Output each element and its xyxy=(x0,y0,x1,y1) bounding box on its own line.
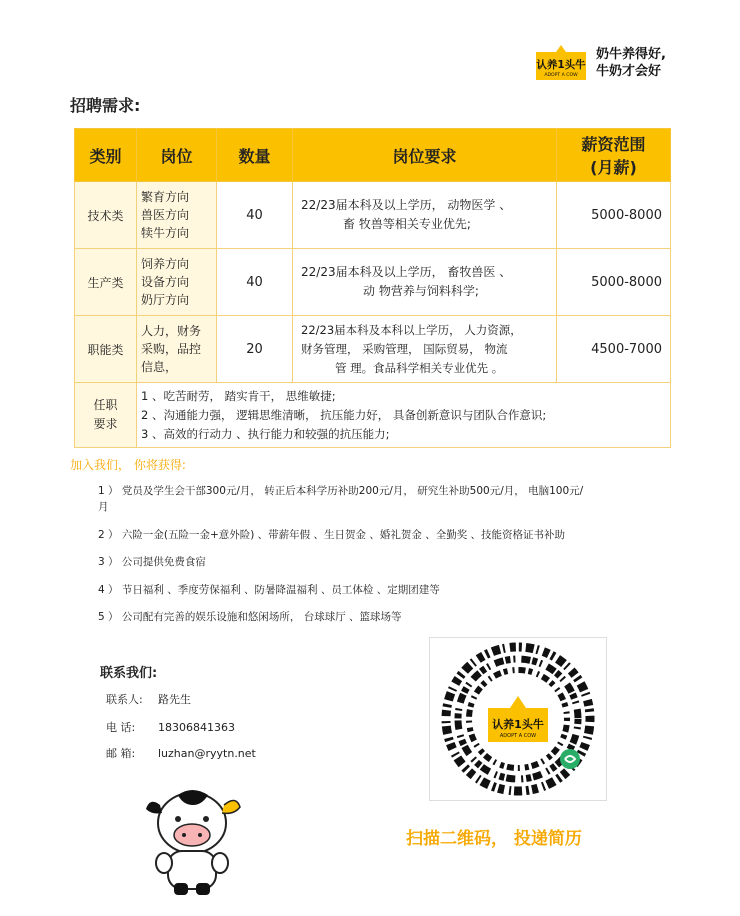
row-category: 生产类 xyxy=(75,249,137,316)
slogan-line-2: 牛奶才会好 xyxy=(596,64,662,79)
row-positions: 人力，财务 采购，品控 信息， xyxy=(137,316,217,383)
row-category: 技术类 xyxy=(75,182,137,249)
svg-text:认养1头牛: 认养1头牛 xyxy=(536,59,586,71)
scan-qr-prompt: 扫描二维码， 投递简历 xyxy=(406,829,582,849)
brand-logo xyxy=(532,42,672,82)
benefit-item: 5 ） 公司配有完善的娱乐设施和悠闲场所， 台球球厅 、篮球场等 xyxy=(98,611,402,623)
job-table xyxy=(74,128,671,448)
table-row xyxy=(75,249,671,316)
table-row xyxy=(75,182,671,249)
svg-text:ADOPT A COW: ADOPT A COW xyxy=(544,73,578,78)
benefit-item: 4 ） 节日福利 、季度劳保福利 、防暑降温福利 、员工体检 、定期团建等 xyxy=(98,584,440,596)
row-category: 职能类 xyxy=(75,316,137,383)
row-positions: 繁育方向 兽医方向 犊牛方向 xyxy=(137,182,217,249)
duty-list: 1 、吃苦耐劳， 踏实肯干， 思维敏捷; 2 、沟通能力强， 逻辑思维清晰， 抗压能力好， 具备创新意识与团队合作意识; 3 、高效的行动力 、执行能力和较强的抗压能力; xyxy=(137,383,671,448)
join-title: 加入我们， 你将获得: xyxy=(70,458,186,472)
svg-text:ADOPT A COW: ADOPT A COW xyxy=(499,733,537,739)
svg-text:认养1头牛: 认养1头牛 xyxy=(492,718,544,731)
qr-code-icon xyxy=(430,638,606,800)
header-category: 类别 xyxy=(75,129,137,182)
cow-mascot-icon xyxy=(140,783,245,898)
row-positions: 饲养方向 设备方向 奶厅方向 xyxy=(137,249,217,316)
contact-title: 联系我们: xyxy=(100,666,158,681)
header-salary: 薪资范围 (月薪) xyxy=(557,129,671,182)
row-salary: 4500-7000 xyxy=(557,316,671,383)
duty-label: 任职 要求 xyxy=(75,383,137,448)
benefit-item: 2 ） 六险一金(五险一金+意外险) 、带薪年假 、生日贺金 、婚礼贺金 、全勤奖 、技能资格证书补助 xyxy=(98,529,566,541)
row-salary: 5000-8000 xyxy=(557,249,671,316)
contact-phone: 电 话: 18306841363 xyxy=(106,721,235,734)
mini-program-qr-code[interactable] xyxy=(429,637,607,801)
row-salary: 5000-8000 xyxy=(557,182,671,249)
contact-email[interactable]: 邮 箱: luzhan@ryytn.net xyxy=(106,747,256,760)
header-requirement: 岗位要求 xyxy=(293,129,557,182)
table-row xyxy=(75,316,671,383)
benefit-item: 月 xyxy=(98,501,109,513)
row-requirement: 22/23届本科及以上学历， 动物医学 、 畜 牧兽等相关专业优先; xyxy=(293,182,557,249)
row-requirement: 22/23届本科及本科以上学历， 人力资源， 财务管理， 采购管理， 国际贸易， 物流 管 理。食品科学相关专业优先 。 xyxy=(293,316,557,383)
requirements-title: 招聘需求: xyxy=(70,96,141,115)
row-quantity: 40 xyxy=(217,182,293,249)
contact-person: 联系人: 路先生 xyxy=(106,693,191,706)
table-header-row xyxy=(75,129,671,182)
row-quantity: 40 xyxy=(217,249,293,316)
row-requirement: 22/23届本科及以上学历， 畜牧兽医 、 动 物营养与饲料科学; xyxy=(293,249,557,316)
header-quantity: 数量 xyxy=(217,129,293,182)
table-duty-row xyxy=(75,383,671,448)
benefit-item: 1 ） 党员及学生会干部300元/月， 转正后本科学历补助200元/月， 研究生补助500元/月， 电脑100元/ xyxy=(98,485,584,497)
header-position: 岗位 xyxy=(137,129,217,182)
brand-badge-icon xyxy=(532,42,590,82)
row-quantity: 20 xyxy=(217,316,293,383)
benefit-item: 3 ） 公司提供免费食宿 xyxy=(98,556,206,568)
brand-slogan xyxy=(596,46,666,80)
slogan-line-1: 奶牛养得好, xyxy=(596,47,666,62)
